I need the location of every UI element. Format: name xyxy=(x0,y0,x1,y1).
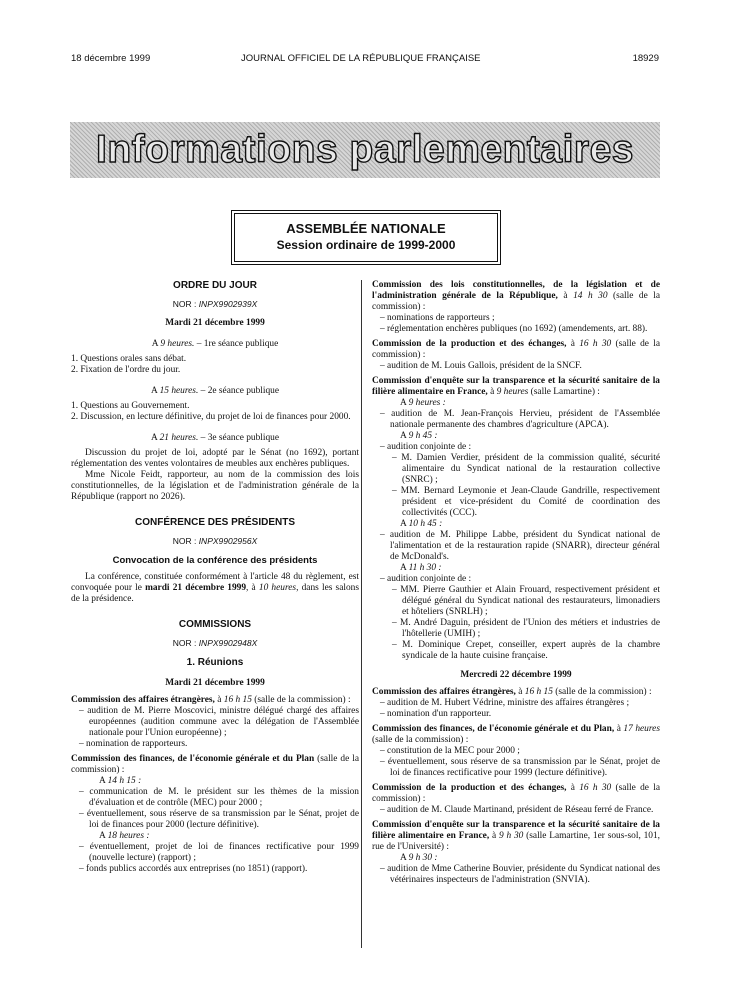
time-label: A 11 h 30 : xyxy=(400,563,442,573)
list-item: – éventuellement, sous réserve de sa transmission par le Sénat, projet de loi de finances pour 2000 (lecture définitive). xyxy=(79,809,359,830)
list-item: – audition de M. Pierre Moscovici, ministre délégué chargé des affaires européennes (audition commune avec la délégation de l'Assemblée nationale pour l'Union européenne) ; xyxy=(79,706,359,738)
section-title: CONFÉRENCE DES PRÉSIDENTS xyxy=(134,517,296,528)
list-item: – fonds publics accordés aux entreprises (no 1851) (rapport). xyxy=(79,864,308,874)
commission-heading: Commission des finances, de l'économie générale et du Plan, à 17 heures (salle de la commission) : xyxy=(372,724,660,745)
agenda-item: 1. Questions orales sans débat. xyxy=(71,354,187,364)
list-item: – audition de M. Claude Martinand, président de Réseau ferré de France. xyxy=(380,805,654,815)
list-item: – audition conjointe de : xyxy=(380,574,472,584)
list-subitem: – M. Dominique Crepet, conseiller, expert auprès de la chambre syndicale de la haute cuisine française. xyxy=(392,640,660,661)
commission-heading: Commission de la production et des échanges, à 16 h 30 (salle de la commission) : xyxy=(372,339,660,360)
section-title: COMMISSIONS xyxy=(178,619,252,630)
list-item: – audition de M. Louis Gallois, président de la SNCF. xyxy=(380,361,582,371)
paragraph: Mme Nicole Feidt, rapporteur, au nom de la commission des lois constitutionnelles, de la législation et de l'administration générale de la République (rapport no 2026). xyxy=(71,470,359,502)
nor-ref: NOR : INPX9902939X xyxy=(172,299,258,309)
right-column xyxy=(372,280,660,886)
session-heading: A 15 heures. – 2e séance publique xyxy=(150,386,280,396)
list-item: – éventuellement, sous réserve de sa transmission par le Sénat, projet de loi de finances rectificative pour 1999 (lecture définitive). xyxy=(380,757,660,778)
list-item: – audition de M. Philippe Labbe, président du Syndicat national de l'alimentation et de la restauration rapide (SNARR), directeur général de McDonald's. xyxy=(380,530,660,562)
time-label: A 10 h 45 : xyxy=(400,519,443,529)
list-item: – audition de M. Hubert Védrine, ministre des affaires étrangères ; xyxy=(380,698,630,708)
date-heading: Mercredi 22 décembre 1999 xyxy=(460,670,572,680)
commission-heading: Commission de la production et des échanges, à 16 h 30 (salle de la commission) : xyxy=(372,783,660,804)
list-item: – réglementation enchères publiques (no 1692) (amendements, art. 88). xyxy=(380,324,648,334)
session-title: Session ordinaire de 1999-2000 xyxy=(276,238,456,252)
agenda-item: 1. Questions au Gouvernement. xyxy=(71,401,190,411)
commission-heading: Commission des lois constitutionnelles, de la législation et de l'administration générale de la République, à 14 h 30 (salle de la commission) : xyxy=(372,280,661,312)
time-label: A 14 h 15 : xyxy=(99,776,142,786)
list-subitem: – MM. Bernard Leymonie et Jean-Claude Gandrille, respectivement président et vice-président du Comité de coordination des collectivités (CCC). xyxy=(392,486,660,518)
header-page-number: 18929 xyxy=(632,53,659,64)
section-banner xyxy=(70,122,660,178)
subsection-title: Convocation de la conférence des présidents xyxy=(112,555,318,566)
commission-heading: Commission des affaires étrangères, à 16 h 15 (salle de la commission) : xyxy=(71,695,351,705)
time-label: A 18 heures : xyxy=(99,831,150,841)
list-item: – éventuellement, projet de loi de finances rectificative pour 1999 (nouvelle lecture) (rapport) ; xyxy=(79,842,359,863)
banner-title: Informations parlementaires xyxy=(96,128,634,171)
commission-heading: Commission d'enquête sur la transparence et la sécurité sanitaire de la filière alimentaire en France, à 9 heures (salle Lamartine) : xyxy=(372,376,660,397)
list-item: – nomination d'un rapporteur. xyxy=(380,709,492,719)
left-column xyxy=(71,280,359,875)
column-divider xyxy=(361,280,362,948)
list-item: – nomination de rapporteurs. xyxy=(79,739,188,749)
time-label: A 9 h 30 : xyxy=(400,853,438,863)
list-subitem: – M. André Daguin, président de l'Union des métiers et industries de l'hôtellerie (UMIH) ; xyxy=(392,618,660,639)
session-heading: A 9 heures. – 1re séance publique xyxy=(151,339,279,349)
nor-ref: NOR : INPX9902956X xyxy=(172,536,258,546)
paragraph: La conférence, constituée conformément à l'article 48 du règlement, est convoquée pour le mardi 21 décembre 1999, à 10 heures, dans les salons de la présidence. xyxy=(71,572,359,604)
nor-ref: NOR : INPX9902948X xyxy=(172,638,258,648)
list-subitem: – MM. Pierre Gauthier et Alain Frouard, respectivement président et délégué général du Syndicat national des restaurateurs, limonadiers et hôteliers (SNRLH) ; xyxy=(392,585,660,617)
date-heading: Mardi 21 décembre 1999 xyxy=(165,678,265,688)
time-label: A 9 h 45 : xyxy=(400,431,438,441)
list-subitem: – M. Damien Verdier, président de la commission qualité, sécurité alimentaire du Syndicat national de la restauration collective (SNRC) ; xyxy=(392,453,660,485)
subsection-title: 1. Réunions xyxy=(186,657,244,668)
agenda-item: 2. Fixation de l'ordre du jour. xyxy=(71,365,181,375)
commission-heading: Commission des affaires étrangères, à 16 h 15 (salle de la commission) : xyxy=(372,687,652,697)
list-item: – audition conjointe de : xyxy=(380,442,472,452)
time-label: A 9 heures : xyxy=(400,398,446,408)
assembly-box xyxy=(234,213,498,262)
assembly-title: ASSEMBLÉE NATIONALE xyxy=(286,221,446,236)
header-date: 18 décembre 1999 xyxy=(71,53,151,64)
commission-heading: Commission des finances, de l'économie générale et du Plan (salle de la commission) : xyxy=(71,754,359,775)
list-item: – audition de Mme Catherine Bouvier, présidente du Syndicat national des vétérinaires inspecteurs de l'administration (SNVIA). xyxy=(380,864,660,885)
header-journal: JOURNAL OFFICIEL DE LA RÉPUBLIQUE FRANÇAISE xyxy=(241,53,481,64)
commission-heading: Commission d'enquête sur la transparence et la sécurité sanitaire de la filière alimentaire en France, à 9 h 30 (salle Lamartine, 1er sous-sol, 101, rue de l'Université) : xyxy=(372,820,660,852)
list-item: – communication de M. le président sur les thèmes de la mission d'évaluation et de contrôle (MEC) pour 2000 ; xyxy=(79,787,359,808)
list-item: – audition de M. Jean-François Hervieu, président de l'Assemblée nationale permanente des chambres d'agriculture (APCA). xyxy=(380,409,660,430)
list-item: – nominations de rapporteurs ; xyxy=(380,313,495,323)
ordre-title: ORDRE DU JOUR xyxy=(173,280,257,291)
paragraph: Discussion du projet de loi, adopté par le Sénat (no 1692), portant réglementation des ventes volontaires de meubles aux enchères publiques. xyxy=(71,448,359,469)
date-heading: Mardi 21 décembre 1999 xyxy=(165,318,265,328)
list-item: – constitution de la MEC pour 2000 ; xyxy=(380,746,520,756)
agenda-item: 2. Discussion, en lecture définitive, du projet de loi de finances pour 2000. xyxy=(71,412,351,422)
session-heading: A 21 heures. – 3e séance publique xyxy=(150,433,280,443)
